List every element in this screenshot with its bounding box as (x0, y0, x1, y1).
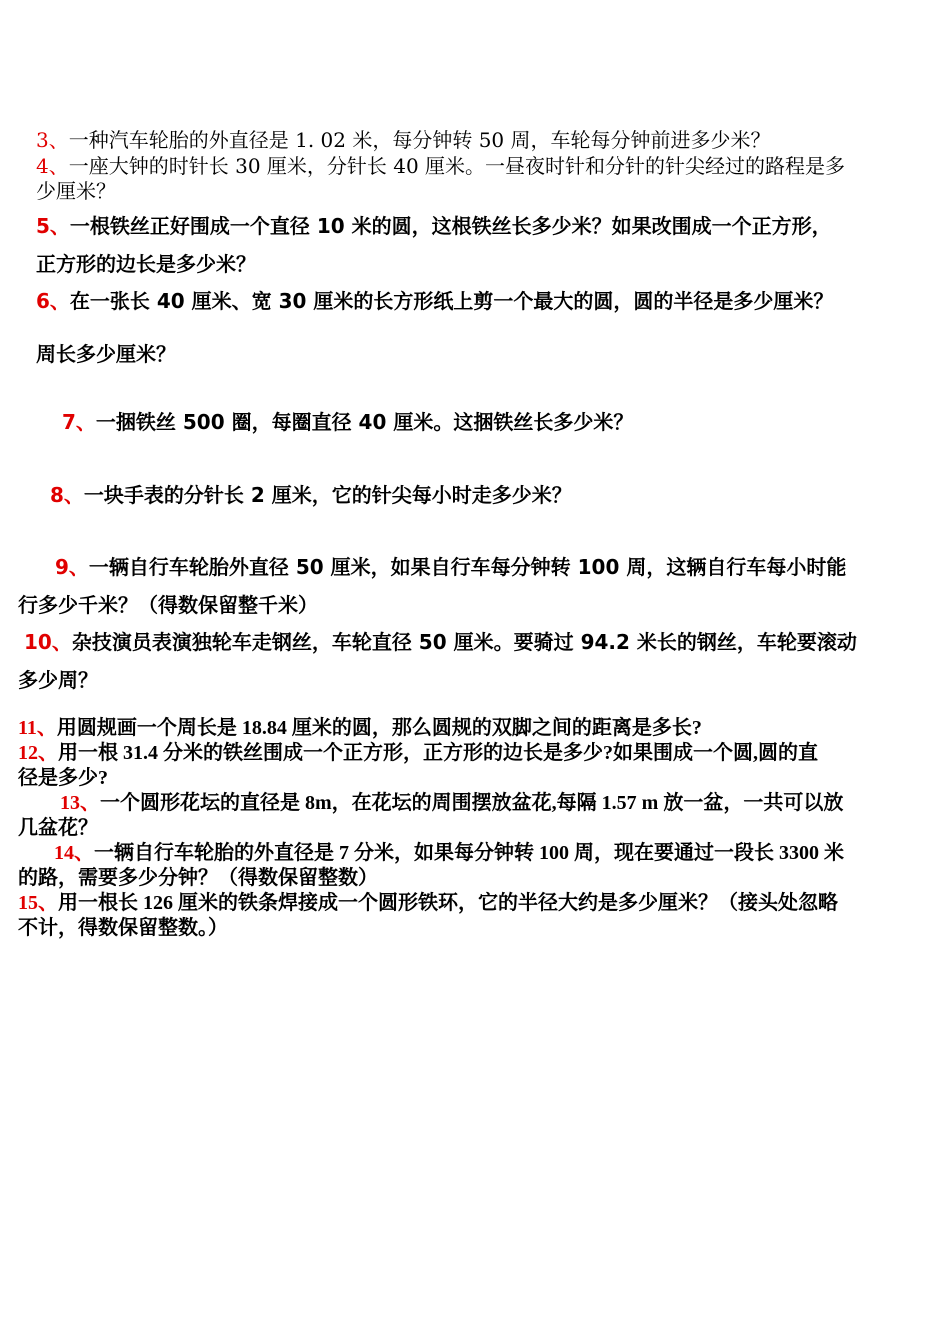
question-text: 一辆自行车轮胎的外直径是 7 分米，如果每分钟转 100 周，现在要通过一段长 3300 米 (94, 842, 844, 864)
question-4 (36, 150, 845, 179)
question-number: 9、 (55, 555, 89, 579)
question-text: 少厘米？ (36, 179, 116, 203)
question-number: 14、 (54, 842, 94, 864)
question-5-line-2 (36, 248, 256, 277)
question-number: 15、 (18, 892, 58, 914)
question-number: 8、 (50, 483, 84, 507)
question-text: 的路，需要多少分钟？（得数保留整数） (18, 867, 378, 889)
question-9-line-2 (18, 589, 318, 618)
question-text: 用一根 31.4 分米的铁丝围成一个正方形，正方形的边长是多少?如果围成一个圆,圆的直 (58, 742, 818, 764)
question-number: 13、 (60, 792, 100, 814)
question-13 (60, 786, 843, 815)
question-text: 几盆花？ (18, 817, 98, 839)
question-text: 在一张长 40 厘米、宽 30 厘米的长方形纸上剪一个最大的圆，圆的半径是多少厘米？ (69, 289, 834, 313)
question-text: 一捆铁丝 500 圈，每圈直径 40 厘米。这捆铁丝长多少米？ (95, 410, 634, 434)
question-text: 用圆规画一个周长是 18.84 厘米的圆，那么圆规的双脚之间的距离是多长? (56, 717, 702, 739)
question-text: 一种汽车轮胎的外直径是 1. 02 米，每分钟转 50 周，车轮每分钟前进多少米？ (68, 128, 771, 152)
question-3 (36, 124, 771, 153)
question-number: 6、 (36, 289, 70, 313)
question-text: 不计，得数保留整数。） (18, 917, 228, 939)
question-number: 5、 (36, 214, 70, 238)
question-10-line-2 (18, 664, 98, 693)
question-15-line-2 (18, 911, 228, 940)
question-text: 多少周？ (18, 668, 98, 692)
question-text: 径是多少? (18, 767, 108, 789)
question-number: 4、 (36, 154, 69, 178)
question-5 (36, 210, 832, 239)
question-number: 10、 (24, 630, 72, 654)
question-text: 一块手表的分针长 2 厘米，它的针尖每小时走多少米？ (83, 483, 572, 507)
question-4-line-2 (36, 175, 116, 204)
question-number: 12、 (18, 742, 58, 764)
question-text: 一个圆形花坛的直径是 8m，在花坛的周围摆放盆花,每隔 1.57 m 放一盆，一共可以放 (100, 792, 844, 814)
question-number: 3、 (36, 128, 69, 152)
question-number: 7、 (62, 410, 96, 434)
question-text: 正方形的边长是多少米？ (36, 252, 256, 276)
question-text: 杂技演员表演独轮车走钢丝，车轮直径 50 厘米。要骑过 94.2 米长的钢丝，车轮要滚动 (71, 630, 857, 654)
question-text: 行多少千米？（得数保留整千米） (18, 593, 318, 617)
question-6 (36, 285, 833, 314)
question-6-line-2 (36, 338, 176, 367)
question-number: 11、 (18, 717, 57, 739)
question-text: 用一根长 126 厘米的铁条焊接成一个圆形铁环，它的半径大约是多少厘米？（接头处忽略 (58, 892, 838, 914)
question-text: 一辆自行车轮胎外直径 50 厘米，如果自行车每分钟转 100 周，这辆自行车每小时能 (88, 555, 847, 579)
question-10 (24, 626, 857, 655)
question-text: 一根铁丝正好围成一个直径 10 米的圆，这根铁丝长多少米？如果改围成一个正方形， (69, 214, 832, 238)
question-text: 周长多少厘米？ (36, 342, 176, 366)
question-9 (55, 551, 846, 580)
question-7 (62, 406, 633, 435)
question-text: 一座大钟的时针长 30 厘米，分针长 40 厘米。一昼夜时针和分针的针尖经过的路程是多 (68, 154, 846, 178)
question-12 (18, 736, 818, 765)
question-8 (50, 479, 572, 508)
